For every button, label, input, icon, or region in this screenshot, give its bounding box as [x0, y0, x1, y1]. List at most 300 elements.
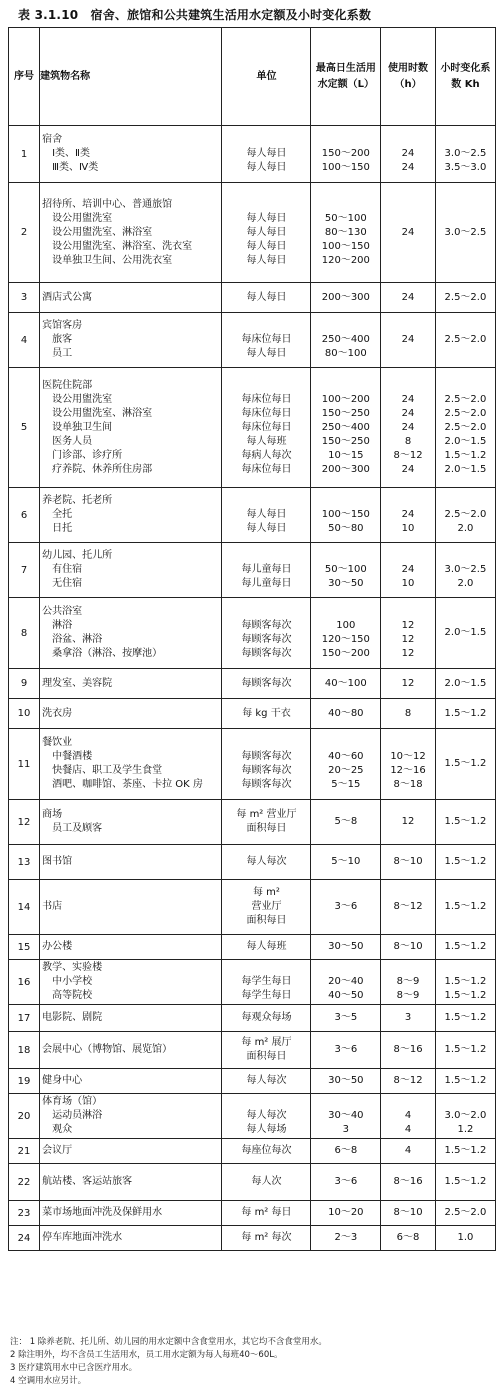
unit-cell-line: 每 kg 干衣 — [242, 707, 291, 719]
building-name-line: 招待所、培训中心、普通旅馆 — [42, 198, 173, 210]
building-name — [40, 1005, 222, 1032]
table-row — [9, 1094, 496, 1139]
quota-cell-line: 120～200 — [321, 254, 370, 266]
table-row — [9, 488, 496, 543]
building-name — [40, 488, 222, 543]
building-name-line: 体育场（馆） — [42, 1096, 103, 1107]
hours-cell — [381, 1164, 436, 1201]
quota-cell-line — [313, 198, 378, 212]
unit-cell-line: 面积每日 — [246, 1051, 287, 1062]
building-name-line: 日托 — [52, 523, 73, 534]
quota-cell — [311, 729, 381, 800]
hours-cell-line: 8 — [404, 435, 412, 447]
quota-cell — [311, 488, 381, 543]
hours-cell-line: 4 — [404, 1124, 412, 1135]
hours-cell-line: 12 — [401, 677, 415, 689]
unit-cell-line: 每人每日 — [246, 226, 287, 238]
hours-cell-line — [383, 961, 433, 975]
building-name — [40, 1139, 222, 1164]
row-number: 17 — [9, 1005, 40, 1032]
unit-cell — [222, 1201, 311, 1226]
building-name — [40, 313, 222, 368]
quota-cell-line: 30～50 — [328, 578, 364, 589]
quota-cell-line: 3～6 — [334, 1044, 358, 1055]
kh-cell-line: 3.0～2.5 — [444, 226, 487, 238]
building-name-line: 书店 — [42, 901, 63, 912]
hours-cell — [381, 1069, 436, 1094]
hours-cell — [381, 1032, 436, 1069]
kh-cell-line: 1.5～1.2 — [444, 990, 487, 1001]
quota-cell-line — [313, 379, 378, 393]
unit-cell-line: 每床位每日 — [241, 334, 292, 345]
unit-cell-line: 每人每日 — [246, 523, 287, 534]
quota-cell-line: 5～8 — [334, 816, 358, 827]
hours-cell — [381, 543, 436, 598]
table-row — [9, 1005, 496, 1032]
quota-cell — [311, 935, 381, 960]
row-number: 12 — [9, 800, 40, 845]
building-name-line: 设单独卫生间 — [52, 421, 113, 433]
hours-cell — [381, 313, 436, 368]
unit-cell-line: 每 m² 营业厅 — [236, 809, 297, 820]
hours-cell-line: 12 — [401, 816, 415, 827]
unit-cell — [222, 1226, 311, 1251]
row-number: 7 — [9, 543, 40, 598]
unit-cell-line — [224, 379, 308, 393]
hours-cell — [381, 800, 436, 845]
unit-cell-line: 每人每日 — [246, 212, 287, 224]
building-name — [40, 1094, 222, 1139]
unit-cell-line: 每顾客每次 — [241, 634, 292, 645]
kh-cell — [435, 845, 495, 880]
building-name-line: 设公用盥洗室 — [52, 393, 113, 405]
unit-cell-line: 每儿童每日 — [241, 578, 292, 589]
hours-cell — [381, 488, 436, 543]
row-number: 16 — [9, 960, 40, 1005]
unit-cell-line — [224, 736, 308, 750]
unit-cell — [222, 1094, 311, 1139]
quota-cell-line: 5～10 — [331, 856, 361, 867]
kh-cell-line: 1.5～1.2 — [444, 901, 487, 912]
hours-cell-line: 10～12 — [390, 751, 426, 762]
quota-cell-line: 80～130 — [324, 226, 367, 238]
hours-cell — [381, 183, 436, 283]
quota-cell — [311, 1226, 381, 1251]
building-name-line: 餐饮业 — [42, 737, 73, 748]
kh-cell — [435, 1201, 495, 1226]
unit-cell — [222, 699, 311, 729]
building-name — [40, 699, 222, 729]
table-row — [9, 1139, 496, 1164]
table-body — [9, 126, 496, 1251]
kh-cell-line: 2.5～2.0 — [444, 1207, 487, 1218]
building-name — [40, 283, 222, 313]
table-row — [9, 1032, 496, 1069]
quota-cell-line: 40～100 — [324, 677, 367, 689]
hours-cell — [381, 1226, 436, 1251]
building-name-line: 全托 — [52, 509, 73, 520]
quota-cell-line — [313, 605, 378, 619]
hours-cell-line: 24 — [401, 421, 415, 433]
quota-cell-line: 2～3 — [334, 1232, 358, 1243]
unit-cell-line: 每顾客每次 — [241, 765, 292, 776]
unit-cell-line: 每顾客每次 — [241, 648, 292, 659]
unit-cell-line: 每人每次 — [246, 856, 287, 867]
building-name-line: 商场 — [42, 809, 63, 820]
hours-cell-line: 24 — [401, 291, 415, 303]
building-name — [40, 1226, 222, 1251]
kh-cell — [435, 488, 495, 543]
unit-cell — [222, 1139, 311, 1164]
kh-cell-line: 2.0 — [457, 523, 474, 534]
unit-cell-line — [224, 319, 308, 333]
kh-cell-line: 1.5～1.2 — [444, 707, 487, 719]
table-header-row — [9, 28, 496, 126]
building-name-line: 旅客 — [52, 334, 73, 345]
unit-cell — [222, 313, 311, 368]
kh-cell-line: 1.5～1.2 — [444, 816, 487, 827]
building-name — [40, 1201, 222, 1226]
header-quota: 最高日生活用水定额（L） — [311, 28, 381, 126]
building-name-line: 公共浴室 — [42, 606, 83, 617]
kh-cell-line — [438, 549, 493, 563]
unit-cell — [222, 845, 311, 880]
building-name-line: 健身中心 — [42, 1075, 83, 1086]
unit-cell — [222, 1032, 311, 1069]
building-name — [40, 669, 222, 699]
kh-cell — [435, 729, 495, 800]
unit-cell-line: 每观众每场 — [241, 1012, 292, 1023]
quota-cell-line: 40～50 — [328, 990, 364, 1001]
quota-cell — [311, 1032, 381, 1069]
table-row — [9, 313, 496, 368]
quota-cell-line: 250～400 — [321, 334, 370, 345]
unit-cell-line: 每 m² — [252, 887, 280, 898]
quota-cell-line: 50～100 — [324, 564, 367, 575]
kh-cell — [435, 1094, 495, 1139]
row-number: 10 — [9, 699, 40, 729]
kh-cell-line: 2.0～1.5 — [444, 435, 487, 447]
table-row — [9, 368, 496, 488]
quota-cell — [311, 845, 381, 880]
kh-cell-line: 2.0～1.5 — [444, 627, 487, 638]
quota-cell-line: 100～150 — [321, 162, 370, 173]
building-name-line: 幼儿园、托儿所 — [42, 550, 113, 561]
table-row — [9, 960, 496, 1005]
unit-cell-line: 每 m² 每次 — [241, 1232, 292, 1243]
quota-cell-line — [313, 494, 378, 508]
row-number: 21 — [9, 1139, 40, 1164]
unit-cell-line: 每人每日 — [246, 162, 287, 173]
table-row — [9, 126, 496, 183]
building-name-line: 中小学校 — [52, 976, 93, 987]
unit-cell — [222, 880, 311, 935]
kh-cell — [435, 960, 495, 1005]
quota-cell-line: 200～300 — [321, 291, 370, 303]
building-name-line: Ⅲ类、Ⅳ类 — [52, 162, 99, 173]
building-name-line: 员工及顾客 — [52, 823, 103, 834]
table-row — [9, 935, 496, 960]
building-name-line: 洗衣房 — [42, 707, 73, 719]
quota-cell-line: 30～40 — [328, 1110, 364, 1121]
unit-cell-line: 每人每场 — [246, 1124, 287, 1135]
unit-cell-line — [224, 605, 308, 619]
building-name-line: 门诊部、诊疗所 — [52, 449, 123, 461]
building-name-line: 会展中心（博物馆、展览馆） — [42, 1044, 173, 1055]
quota-cell-line: 250～400 — [321, 421, 370, 433]
unit-cell-line: 每 m² 每日 — [241, 1207, 292, 1218]
building-name-line: 设公用盥洗室、淋浴室 — [52, 407, 153, 419]
unit-cell-line: 每人次 — [251, 1176, 282, 1187]
building-name-line: 停车库地面冲洗水 — [42, 1232, 123, 1243]
building-name — [40, 368, 222, 488]
kh-cell — [435, 368, 495, 488]
kh-cell-line: 3.5～3.0 — [444, 162, 487, 173]
table-row — [9, 1226, 496, 1251]
building-name-line: 设公用盥洗室、淋浴室 — [52, 226, 153, 238]
quota-cell — [311, 313, 381, 368]
quota-cell-line — [313, 549, 378, 563]
hours-cell — [381, 845, 436, 880]
building-name-line: 快餐店、职工及学生食堂 — [52, 765, 163, 776]
hours-cell — [381, 729, 436, 800]
hours-cell — [381, 880, 436, 935]
building-name — [40, 880, 222, 935]
kh-cell — [435, 126, 495, 183]
kh-cell-line: 1.2 — [457, 1124, 474, 1135]
quota-cell-line: 30～50 — [328, 1075, 364, 1086]
row-number: 11 — [9, 729, 40, 800]
hours-cell-line — [383, 133, 433, 147]
kh-cell-line: 1.5～1.2 — [444, 1075, 487, 1086]
row-number: 2 — [9, 183, 40, 283]
building-name-line: 设公用盥洗室、淋浴室、洗衣室 — [52, 240, 193, 252]
quota-cell-line: 50～80 — [328, 523, 364, 534]
quota-cell-line: 150～200 — [321, 148, 370, 159]
kh-cell-line — [438, 961, 493, 975]
kh-cell-line: 1.5～1.2 — [444, 1044, 487, 1055]
building-name-line: 淋浴 — [52, 620, 73, 631]
building-name-line: 有住宿 — [52, 564, 83, 575]
hours-cell-line: 24 — [401, 564, 415, 575]
hours-cell-line: 8～12 — [393, 449, 423, 461]
unit-cell-line: 每儿童每日 — [241, 564, 292, 575]
hours-cell-line: 24 — [401, 162, 415, 173]
hours-cell-line: 8～12 — [393, 1075, 423, 1086]
row-number: 14 — [9, 880, 40, 935]
hours-cell-line: 8～12 — [393, 901, 423, 912]
hours-cell-line: 8～9 — [396, 976, 420, 987]
building-name — [40, 845, 222, 880]
kh-cell — [435, 1139, 495, 1164]
kh-cell-line: 2.5～2.0 — [444, 334, 487, 345]
hours-cell-line: 4 — [404, 1145, 412, 1156]
kh-cell-line — [438, 494, 493, 508]
building-name — [40, 126, 222, 183]
quota-cell — [311, 699, 381, 729]
hours-cell — [381, 1094, 436, 1139]
unit-cell — [222, 368, 311, 488]
table-row — [9, 669, 496, 699]
unit-cell-line: 每人每日 — [246, 254, 287, 266]
unit-cell-line — [224, 198, 308, 212]
kh-cell — [435, 543, 495, 598]
building-name-line: 酒店式公寓 — [42, 291, 93, 303]
kh-cell-line: 1.0 — [457, 1232, 474, 1243]
hours-cell-line: 12 — [401, 634, 415, 645]
building-name — [40, 800, 222, 845]
table-notes — [10, 1336, 500, 1388]
unit-cell-line: 每人每日 — [246, 291, 287, 303]
row-number: 8 — [9, 598, 40, 669]
building-name — [40, 1032, 222, 1069]
hours-cell-line: 24 — [401, 463, 415, 475]
quota-cell — [311, 543, 381, 598]
row-number: 18 — [9, 1032, 40, 1069]
unit-cell-line: 每人每日 — [246, 240, 287, 252]
row-number: 22 — [9, 1164, 40, 1201]
unit-cell — [222, 960, 311, 1005]
kh-cell — [435, 598, 495, 669]
hours-cell-line: 8～9 — [396, 990, 420, 1001]
kh-cell-line: 2.5～2.0 — [444, 407, 487, 419]
unit-cell-line: 每顾客每次 — [241, 677, 292, 689]
building-name-line: 无住宿 — [52, 578, 83, 589]
building-name — [40, 598, 222, 669]
kh-cell-line: 1.5～1.2 — [444, 758, 487, 769]
unit-cell-line: 每床位每日 — [241, 463, 292, 475]
unit-cell-line: 每病人每次 — [241, 449, 292, 461]
building-name-line: 设单独卫生间、公用洗衣室 — [52, 254, 173, 266]
kh-cell-line: 2.0～1.5 — [444, 677, 487, 689]
row-number: 13 — [9, 845, 40, 880]
hours-cell — [381, 935, 436, 960]
hours-cell-line: 24 — [401, 407, 415, 419]
unit-cell-line: 营业厅 — [251, 901, 282, 912]
hours-cell-line: 8～10 — [393, 1207, 423, 1218]
kh-cell — [435, 183, 495, 283]
row-number: 15 — [9, 935, 40, 960]
unit-cell-line: 每人每班 — [246, 941, 287, 952]
unit-cell — [222, 800, 311, 845]
quota-cell-line: 200～300 — [321, 463, 370, 475]
unit-cell-line: 面积每日 — [246, 823, 287, 834]
table-row — [9, 1164, 496, 1201]
kh-cell-line: 2.5～2.0 — [444, 509, 487, 520]
header-name: 建筑物名称 — [40, 28, 222, 126]
quota-cell-line: 20～40 — [328, 976, 364, 987]
kh-cell-line: 2.5～2.0 — [444, 421, 487, 433]
kh-cell-line: 1.5～1.2 — [444, 976, 487, 987]
quota-cell-line — [313, 319, 378, 333]
building-name-line: 中餐酒楼 — [52, 751, 93, 762]
building-name-line: 医院住院部 — [42, 379, 93, 391]
kh-cell — [435, 283, 495, 313]
hours-cell-line: 8～10 — [393, 856, 423, 867]
quota-cell — [311, 1139, 381, 1164]
note-line: 4 空调用水应另计。 — [10, 1376, 87, 1386]
quota-cell — [311, 598, 381, 669]
hours-cell-line — [383, 605, 433, 619]
hours-cell-line: 24 — [401, 148, 415, 159]
quota-cell — [311, 960, 381, 1005]
row-number: 4 — [9, 313, 40, 368]
hours-cell-line: 8 — [404, 707, 412, 719]
note-line: 3 医疗建筑用水中已含医疗用水。 — [10, 1363, 138, 1373]
building-name-line: 运动员淋浴 — [52, 1110, 103, 1121]
water-quota-table — [8, 27, 496, 1251]
row-number: 5 — [9, 368, 40, 488]
kh-cell — [435, 313, 495, 368]
unit-cell-line — [224, 961, 308, 975]
hours-cell-line: 24 — [401, 226, 415, 238]
building-name-line: 员工 — [52, 348, 73, 359]
quota-cell-line: 150～250 — [321, 435, 370, 447]
hours-cell-line: 24 — [401, 393, 415, 405]
kh-cell-line: 2.5～2.0 — [444, 291, 487, 303]
table-title: 表 3.1.10 宿舍、旅馆和公共建筑生活用水定额及小时变化系数 — [18, 8, 372, 22]
row-number: 6 — [9, 488, 40, 543]
unit-cell-line: 每座位每次 — [241, 1145, 292, 1156]
quota-cell-line: 40～60 — [328, 751, 364, 762]
hours-cell-line: 8～16 — [393, 1176, 423, 1187]
unit-cell-line — [224, 549, 308, 563]
kh-cell-line: 2.5～2.0 — [444, 393, 487, 405]
building-name — [40, 729, 222, 800]
building-name-line: Ⅰ类、Ⅱ类 — [52, 148, 90, 159]
hours-cell-line: 24 — [401, 509, 415, 520]
header-unit: 单位 — [222, 28, 311, 126]
kh-cell-line: 3.0～2.5 — [444, 148, 487, 159]
kh-cell-line: 3.0～2.5 — [444, 564, 487, 575]
quota-cell-line — [313, 736, 378, 750]
building-name-line: 菜市场地面冲洗及保鲜用水 — [42, 1207, 163, 1218]
quota-cell-line: 3～6 — [334, 1176, 358, 1187]
unit-cell — [222, 1005, 311, 1032]
building-name-line: 医务人员 — [52, 435, 93, 447]
unit-cell — [222, 935, 311, 960]
kh-cell-line — [438, 1095, 493, 1109]
table-row — [9, 729, 496, 800]
unit-cell-line: 每床位每日 — [241, 407, 292, 419]
hours-cell-line: 10 — [401, 578, 415, 589]
quota-cell — [311, 800, 381, 845]
hours-cell — [381, 126, 436, 183]
unit-cell-line: 每学生每日 — [241, 976, 292, 987]
header-kh: 小时变化系数 Kh — [435, 28, 495, 126]
hours-cell-line: 12～16 — [390, 765, 426, 776]
water-quota-table-container — [8, 27, 496, 1251]
unit-cell — [222, 1164, 311, 1201]
quota-cell-line: 150～250 — [321, 407, 370, 419]
building-name-line: 航站楼、客运站旅客 — [42, 1176, 133, 1187]
kh-cell-line: 1.5～1.2 — [444, 1012, 487, 1023]
unit-cell-line — [224, 133, 308, 147]
unit-cell-line — [224, 1095, 308, 1109]
row-number: 24 — [9, 1226, 40, 1251]
kh-cell — [435, 1032, 495, 1069]
quota-cell — [311, 1094, 381, 1139]
unit-cell-line: 每床位每日 — [241, 421, 292, 433]
building-name-line: 办公楼 — [42, 941, 73, 952]
kh-cell — [435, 1069, 495, 1094]
kh-cell-line — [438, 133, 493, 147]
hours-cell-line: 8～16 — [393, 1044, 423, 1055]
quota-cell — [311, 183, 381, 283]
quota-cell-line: 100～150 — [321, 509, 370, 520]
row-number: 23 — [9, 1201, 40, 1226]
quota-cell-line: 20～25 — [328, 765, 364, 776]
